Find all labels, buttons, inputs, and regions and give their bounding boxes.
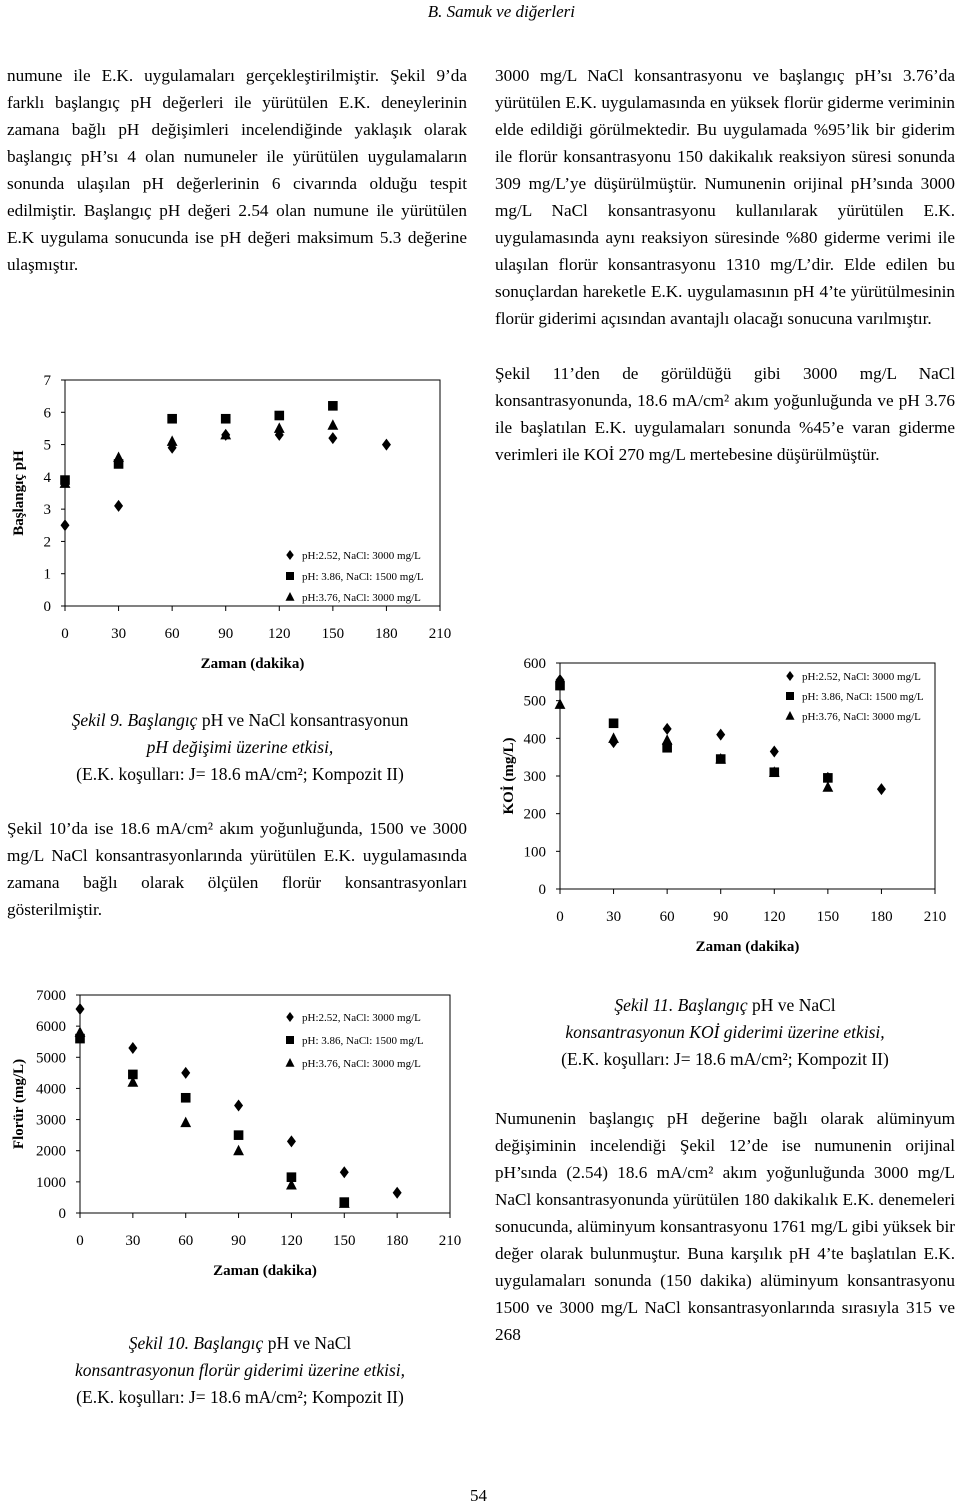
data-point-square (167, 414, 177, 424)
data-point-triangle (180, 1117, 191, 1128)
x-tick-label: 90 (231, 1233, 247, 1249)
y-tick-label: 2 (43, 534, 51, 551)
y-axis-title: Başlangıç pH (11, 450, 27, 536)
data-point-square (328, 401, 338, 411)
data-point-square (274, 411, 284, 421)
x-axis-title: Zaman (dakika) (695, 939, 800, 955)
data-point-square (234, 1130, 244, 1140)
y-tick-label: 500 (523, 693, 546, 710)
x-axis-title: Zaman (dakika) (200, 656, 305, 672)
y-tick-label: 400 (523, 731, 546, 748)
x-axis-title: Zaman (dakika) (213, 1263, 317, 1279)
legend-marker-triangle (786, 711, 795, 720)
paragraph-fig11-discussion: Şekil 11’den de görüldüğü gibi 3000 mg/L NaCl konsantrasyonunda, 18.6 mA/cm² akım yoğunluğunda ve pH 3.76 ile başlatılan E.K. uygulamaları sonunda %45’e varan giderme verimleri ile KOİ 270 mg/L mertebesine düşürülmüştür. (495, 364, 955, 464)
x-tick-label: 0 (76, 1233, 84, 1249)
legend-marker-triangle (286, 1058, 295, 1067)
x-tick-label: 150 (333, 1233, 356, 1249)
data-point-diamond (76, 1003, 85, 1015)
x-tick-label: 180 (870, 909, 893, 925)
x-tick-label: 60 (178, 1233, 194, 1249)
legend-marker-diamond (286, 1012, 294, 1022)
x-tick-label: 150 (321, 626, 345, 642)
data-point-diamond (716, 729, 725, 741)
y-tick-label: 3 (43, 502, 51, 519)
plot-area (80, 995, 450, 1213)
legend-marker-diamond (786, 671, 794, 681)
x-tick-label: 60 (659, 909, 675, 925)
y-axis-title: Florür (mg/L) (11, 1058, 27, 1150)
y-tick-label: 600 (523, 656, 546, 672)
x-tick-label: 150 (816, 909, 840, 925)
data-point-triangle (822, 781, 833, 792)
y-tick-label: 5000 (36, 1050, 66, 1067)
paragraph-aluminium-discussion: Numunenin başlangıç pH değerine bağlı olarak alüminyum değişiminin incelendiği Şekil 12’de ise numunenin orijinal pH’sında (2.54) 18.6 mA/cm² akım yoğunluğunda 3000 mg/L NaCl konsantrasyonunda yürütülen 180 dakikalık E.K. denemeleri sonucunda, alüminyum konsantrasyonu 1761 mg/L gibi yüksek bir değer olarak bulunmuştur. Buna karşılık pH 4’te başlatılan E.K. uygulamaları sonunda (150 dakika) alüminyum konsantrasyonu 1500 ve 3000 mg/L NaCl konsantrasyonlarında sırasıyla 315 ve 268 (495, 1109, 955, 1344)
legend-label: pH: 3.86, NaCl: 1500 mg/L (302, 1035, 424, 1047)
data-point-triangle (75, 1026, 86, 1037)
legend-label: pH: 3.86, NaCl: 1500 mg/L (302, 571, 424, 583)
data-point-diamond (128, 1042, 137, 1054)
paragraph-fig10-intro: Şekil 10’da ise 18.6 mA/cm² akım yoğunluğunda, 1500 ve 3000 mg/L NaCl konsantrasyonlarında yürütülen E.K. uygulamasında zamana bağlı olarak ölçülen florür konsantrasyonları gösterilmiştir. (7, 819, 467, 919)
data-point-diamond (877, 783, 886, 795)
x-tick-label: 120 (280, 1233, 303, 1249)
data-point-diamond (181, 1067, 190, 1079)
data-point-diamond (393, 1187, 402, 1199)
data-point-diamond (340, 1166, 349, 1178)
paragraph-fig9-discussion: numune ile E.K. uygulamaları gerçekleştirilmiştir. Şekil 9’da farklı başlangıç pH değerleri ile yürütülen E.K. deneylerinin zamana bağlı pH değişimleri incelendiğinde yaklaşık olarak başlangıç pH’sı 4 olan numuneler ile yürütülen uygulamaların sonunda ulaşılan pH değerlerinin 6 civarında olduğu tespit edilmiştir. Başlangıç pH değeri 2.54 olan numune ile yürütülen E.K uygulama sonucunda ise pH değeri maksimum 5.3 değerine ulaşmıştır. (7, 66, 467, 274)
x-tick-label: 0 (61, 626, 69, 642)
x-tick-label: 60 (164, 626, 180, 642)
y-tick-label: 2000 (36, 1143, 66, 1160)
data-point-triangle (662, 734, 673, 745)
x-tick-label: 30 (606, 909, 622, 925)
y-tick-label: 300 (523, 769, 546, 785)
x-tick-label: 90 (713, 909, 729, 925)
data-point-square (555, 681, 565, 691)
figure-9-caption: Şekil 9. Başlangıç pH ve NaCl konsantrasyonun pH değişimi üzerine etkisi, (E.K. koşulları: J= 18.6 mA/cm²; Kompozit II) (71, 710, 409, 784)
x-tick-label: 210 (428, 626, 452, 642)
data-point-triangle (233, 1145, 244, 1156)
data-point-diamond (61, 519, 70, 531)
y-tick-label: 4 (43, 469, 51, 486)
legend-marker-square (786, 692, 794, 700)
figure-11-caption: Şekil 11. Başlangıç pH ve NaCl konsantrasyonun KOİ giderimi üzerine etkisi, (E.K. koşulları: J= 18.6 mA/cm²; Kompozit II) (561, 995, 889, 1069)
right-column-paragraph (495, 62, 955, 468)
right-column-paragraph-3 (495, 1105, 955, 1348)
legend-marker-square (286, 572, 294, 580)
data-point-triangle (167, 435, 178, 446)
y-tick-label: 1 (43, 566, 51, 583)
legend-marker-square (286, 1036, 294, 1044)
data-point-triangle (327, 419, 338, 430)
legend-marker-triangle (286, 592, 295, 601)
legend-label: pH: 3.86, NaCl: 1500 mg/L (802, 691, 924, 703)
y-tick-label: 0 (58, 1206, 66, 1222)
y-axis-title: KOİ (mg/L) (501, 737, 517, 815)
x-tick-label: 120 (268, 626, 291, 642)
x-tick-label: 0 (556, 909, 564, 925)
y-tick-label: 5 (43, 437, 51, 454)
y-tick-label: 1000 (36, 1174, 66, 1191)
data-point-triangle (555, 698, 566, 709)
page-number: 54 (470, 1486, 487, 1505)
running-header: B. Samuk ve diğerleri (427, 2, 575, 21)
legend-marker-diamond (286, 550, 294, 560)
data-point-square (181, 1093, 191, 1103)
legend-label: pH:3.76, NaCl: 3000 mg/L (802, 711, 921, 723)
y-tick-label: 100 (523, 844, 546, 861)
data-point-square (609, 718, 619, 728)
y-tick-label: 0 (43, 599, 51, 615)
data-point-diamond (663, 723, 672, 735)
y-tick-label: 7 (43, 373, 51, 389)
data-point-triangle (113, 451, 124, 462)
data-point-diamond (382, 439, 391, 451)
paragraph-fluoride-results: 3000 mg/L NaCl konsantrasyonu ve başlangıç pH’sı 3.76’da yürütülen E.K. uygulamasında en yüksek florür giderme veriminin elde edildiği görülmektedir. Bu uygulamada %95’lik bir giderim ile florür konsantrasyonu 150 dakikalık reaksiyon süresi sonunda 309 mg/L’ye düşürülmüştür. Numunenin orijinal pH’sında 3000 mg/L NaCl konsantrasyonu kullanılarak yürütülen E.K. uygulamasında aynı reaksiyon süresinde %80 giderme verimi ile ulaşılan florür konsantrasyonu 1310 mg/L’dir. Elde edilen bu sonuçlardan hareketle E.K. uygulamasının pH 4’te yürütülmesinin florür giderimi açısından avantajlı olacağı sonucuna varılmıştır. (495, 66, 955, 328)
y-tick-label: 200 (523, 806, 546, 823)
data-point-diamond (328, 432, 337, 444)
data-point-diamond (114, 500, 123, 512)
data-point-triangle (608, 732, 619, 743)
y-tick-label: 3000 (36, 1112, 66, 1129)
x-tick-label: 180 (385, 1233, 409, 1249)
data-point-diamond (287, 1135, 296, 1147)
y-tick-label: 6 (43, 405, 51, 422)
legend-label: pH:3.76, NaCl: 3000 mg/L (302, 1058, 421, 1070)
x-tick-label: 90 (218, 626, 234, 642)
data-point-diamond (234, 1100, 243, 1112)
y-tick-label: 6000 (36, 1019, 66, 1036)
y-tick-label: 7000 (36, 988, 66, 1004)
figure-10-chart (5, 975, 475, 1300)
legend-label: pH:2.52, NaCl: 3000 mg/L (302, 550, 421, 562)
left-column-paragraph-2 (7, 815, 467, 923)
figure-9-chart (5, 360, 475, 680)
legend-label: pH:2.52, NaCl: 3000 mg/L (302, 1012, 421, 1024)
x-tick-label: 210 (438, 1233, 462, 1249)
figure-11-chart (495, 645, 960, 965)
legend-label: pH:3.76, NaCl: 3000 mg/L (302, 592, 421, 604)
x-tick-label: 180 (375, 626, 398, 642)
left-column-paragraph (7, 62, 467, 278)
y-tick-label: 4000 (36, 1081, 66, 1098)
y-tick-label: 0 (538, 882, 546, 898)
data-point-diamond (770, 746, 779, 758)
legend-label: pH:2.52, NaCl: 3000 mg/L (802, 671, 921, 683)
figure-10-caption: Şekil 10. Başlangıç pH ve NaCl konsantrasyonun florür giderimi üzerine etkisi, (E.K. koşulları: J= 18.6 mA/cm²; Kompozit II) (74, 1333, 406, 1407)
data-point-square (823, 773, 833, 783)
x-tick-label: 30 (125, 1233, 141, 1249)
data-point-square (221, 414, 231, 424)
data-point-triangle (274, 422, 285, 433)
x-tick-label: 120 (763, 909, 786, 925)
x-tick-label: 210 (923, 909, 947, 925)
x-tick-label: 30 (111, 626, 127, 642)
